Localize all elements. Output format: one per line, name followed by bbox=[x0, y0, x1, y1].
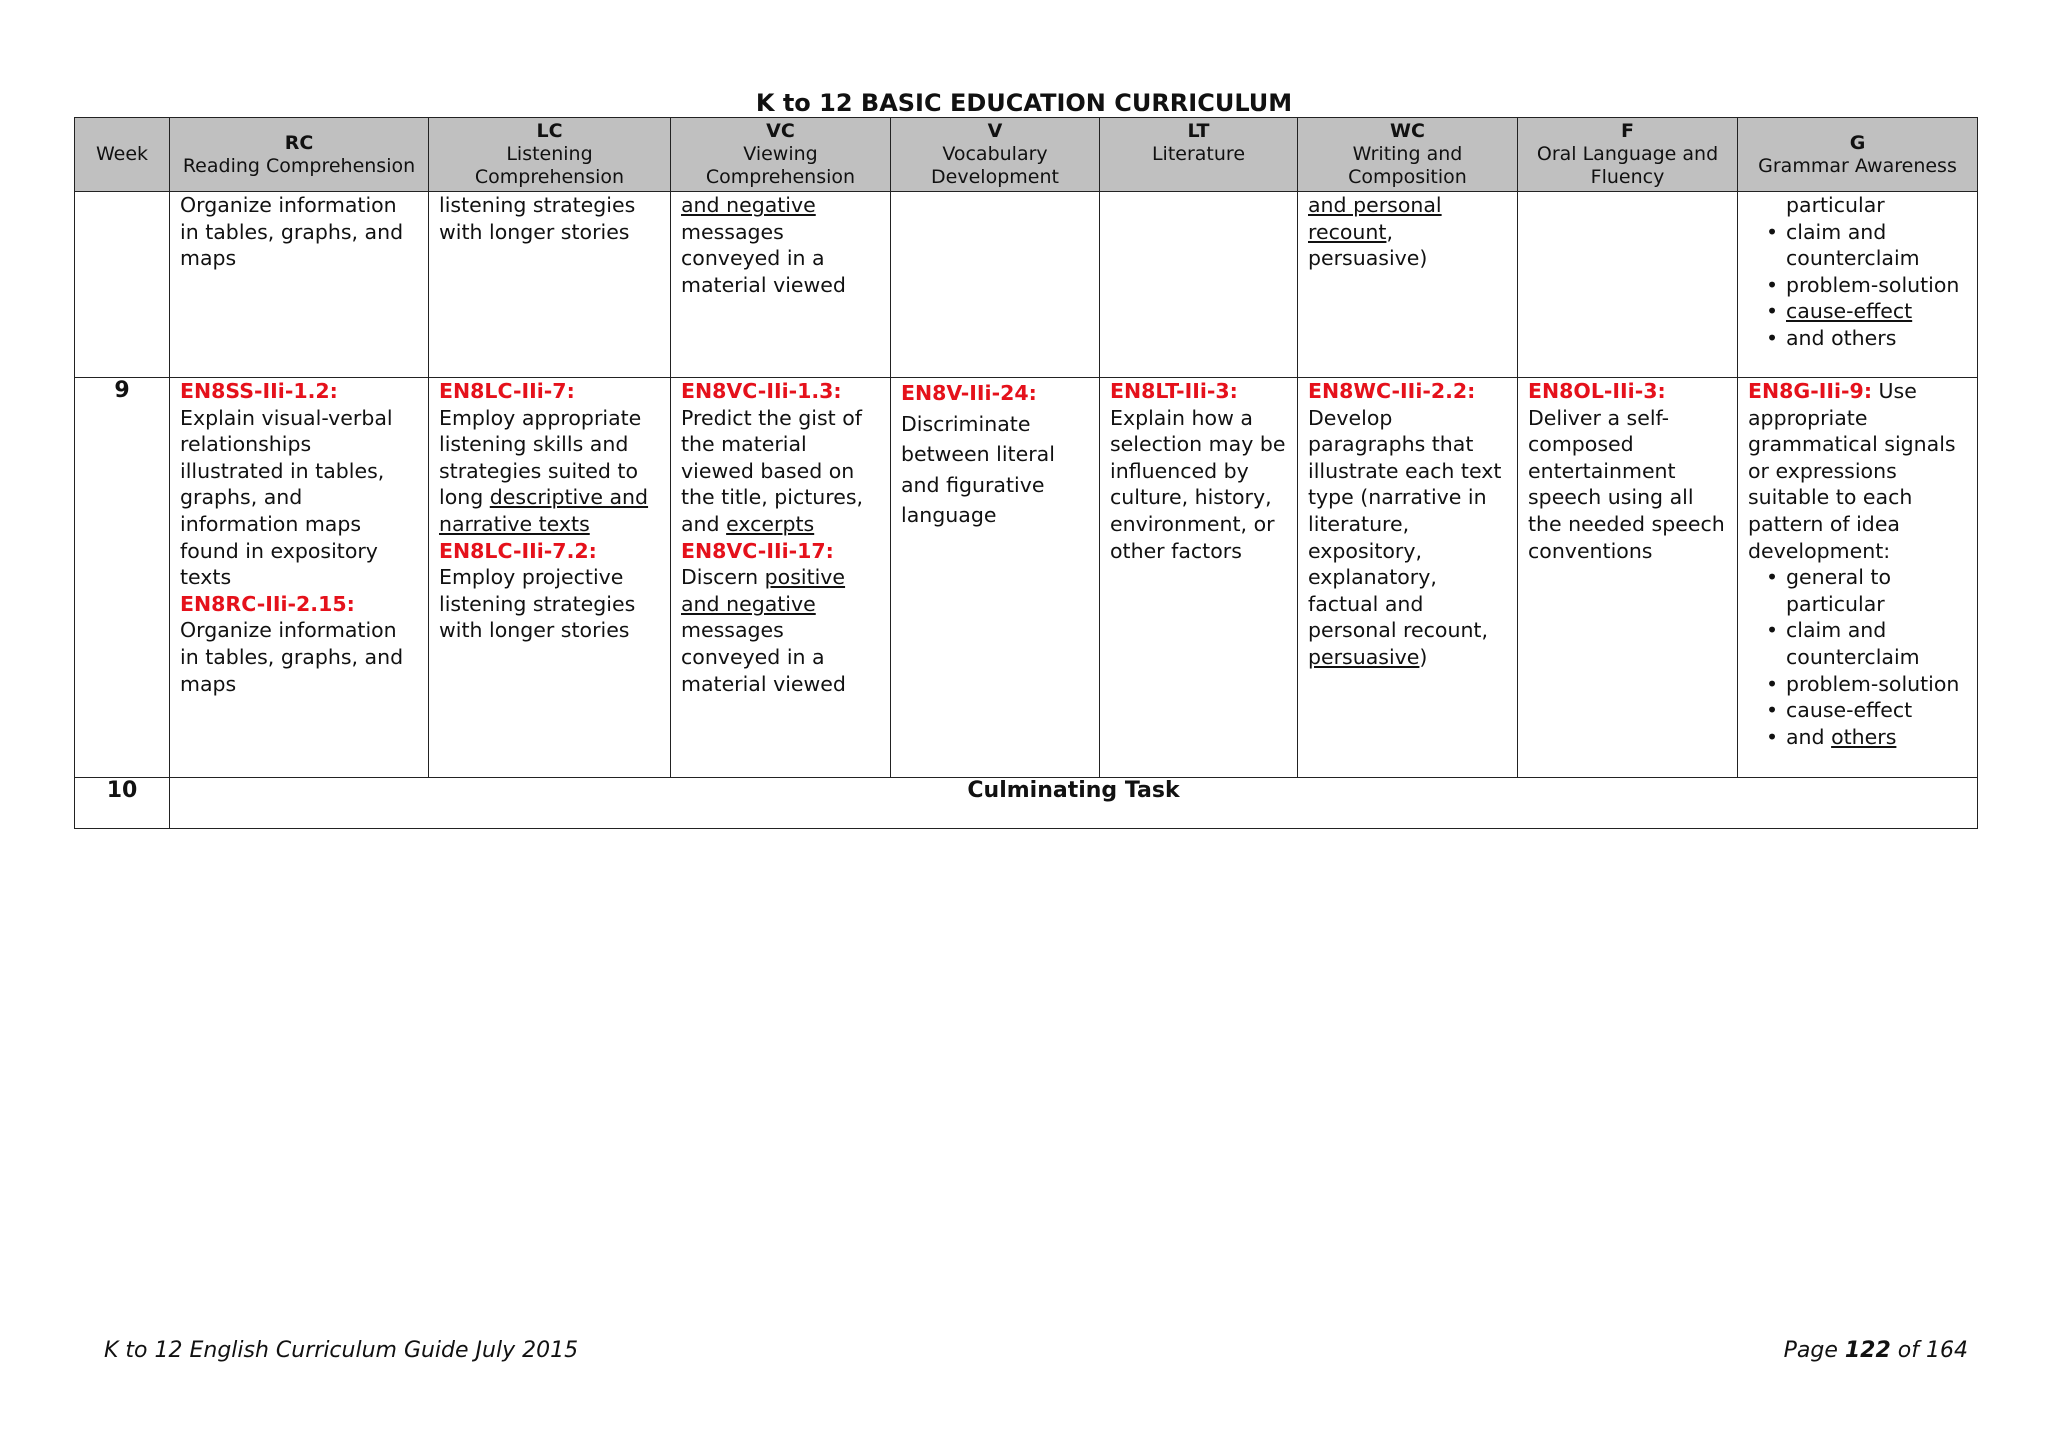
competency-code: EN8OL-IIi-3: bbox=[1528, 379, 1666, 403]
competency-code: EN8VC-IIi-1.3: bbox=[681, 379, 842, 403]
list-item: • claim and counterclaim bbox=[1786, 617, 1967, 670]
header-lc: LC Listening Comprehension bbox=[429, 118, 671, 192]
cell-lc-week-9: EN8LC-IIi-7: Employ appropriate listening skills and strategies suited to long descriptive and narrative texts EN8LC-IIi-7.2: Employ projective listening strategies with longer stories bbox=[429, 378, 671, 778]
header-lt: LT Literature bbox=[1100, 118, 1298, 192]
cell-vc-continued: and negative messages conveyed in a material viewed bbox=[671, 192, 891, 378]
list-item: • problem-solution bbox=[1786, 671, 1967, 698]
competency-code: EN8G-IIi-9: bbox=[1748, 379, 1873, 403]
cell-wc-continued: and personal recount, persuasive) bbox=[1298, 192, 1518, 378]
curriculum-table bbox=[74, 117, 1978, 829]
cell-rc-week-9: EN8SS-IIi-1.2: Explain visual-verbal relationships illustrated in tables, graphs, and information maps found in expository texts EN8RC-IIi-2.15: Organize information in tables, graphs, and maps bbox=[170, 378, 429, 778]
header-f: F Oral Language and Fluency bbox=[1518, 118, 1738, 192]
list-item: • cause-effect bbox=[1786, 697, 1967, 724]
competency-code: EN8WC-IIi-2.2: bbox=[1308, 379, 1476, 403]
cell-week-9: 9 bbox=[75, 378, 170, 778]
competency-code: EN8LC-IIi-7.2: bbox=[439, 538, 597, 563]
cell-week-continued bbox=[75, 192, 170, 378]
competency-code: EN8RC-IIi-2.15: bbox=[180, 591, 355, 616]
cell-g-continued bbox=[1738, 192, 1978, 378]
cell-week-10: 10 bbox=[75, 778, 170, 829]
header-g: G Grammar Awareness bbox=[1738, 118, 1978, 192]
cell-vc-week-9: EN8VC-IIi-1.3: Predict the gist of the material viewed based on the title, pictures, and excerpts EN8VC-IIi-17: Discern positive and negative messages conveyed in a material viewed bbox=[671, 378, 891, 778]
cell-wc-week-9: EN8WC-IIi-2.2: Develop paragraphs that illustrate each text type (narrative in literature, expository, explanatory, factual and personal recount, persuasive) bbox=[1298, 378, 1518, 778]
cell-rc-continued: Organize information in tables, graphs, and maps bbox=[170, 192, 429, 378]
table-row-continued bbox=[75, 192, 1978, 378]
header-rc: RC Reading Comprehension bbox=[170, 118, 429, 192]
header-v: V Vocabulary Development bbox=[891, 118, 1100, 192]
cell-f-week-9: EN8OL-IIi-3: Deliver a self-composed entertainment speech using all the needed speech conventions bbox=[1518, 378, 1738, 778]
cell-lt-continued bbox=[1100, 192, 1298, 378]
cell-lc-continued: listening strategies with longer stories bbox=[429, 192, 671, 378]
cell-v-week-9: EN8V-IIi-24: Discriminate between literal and figurative language bbox=[891, 378, 1100, 778]
cell-lt-week-9: EN8LT-IIi-3: Explain how a selection may be influenced by culture, history, environment, or other factors bbox=[1100, 378, 1298, 778]
list-item: • cause-effect bbox=[1786, 298, 1967, 325]
table-row-week-10 bbox=[75, 778, 1978, 829]
cell-f-continued bbox=[1518, 192, 1738, 378]
list-item: • general to particular bbox=[1786, 564, 1967, 617]
list-item: • problem-solution bbox=[1786, 272, 1967, 299]
list-item: particular bbox=[1786, 193, 1885, 217]
competency-code: EN8V-IIi-24: bbox=[901, 381, 1037, 405]
header-row bbox=[75, 118, 1978, 192]
header-wc: WC Writing and Composition bbox=[1298, 118, 1518, 192]
list-item: • and others bbox=[1786, 325, 1967, 352]
footer-guide-title: K to 12 English Curriculum Guide July 2015 bbox=[104, 1338, 579, 1363]
list-item: • claim and counterclaim bbox=[1786, 219, 1967, 272]
competency-code: EN8LC-IIi-7: bbox=[439, 379, 575, 403]
competency-code: EN8VC-IIi-17: bbox=[681, 538, 834, 563]
table-row-week-9 bbox=[75, 378, 1978, 778]
header-week: Week bbox=[75, 118, 170, 192]
cell-g-week-9: EN8G-IIi-9: Use appropriate grammatical signals or expressions suitable to each pattern of idea development: • general to particular • claim and counterclaim • problem-solution • cause-effect • and others bbox=[1738, 378, 1978, 778]
list-item: • and others bbox=[1786, 724, 1967, 751]
page-title: K to 12 BASIC EDUCATION CURRICULUM bbox=[755, 89, 1293, 117]
header-vc: VC Viewing Comprehension bbox=[671, 118, 891, 192]
competency-code: EN8LT-IIi-3: bbox=[1110, 379, 1238, 403]
culminating-task: Culminating Task bbox=[170, 778, 1978, 829]
footer-page-number: Page 122 of 164 bbox=[1783, 1338, 1968, 1363]
competency-code: EN8SS-IIi-1.2: bbox=[180, 379, 338, 403]
cell-v-continued bbox=[891, 192, 1100, 378]
